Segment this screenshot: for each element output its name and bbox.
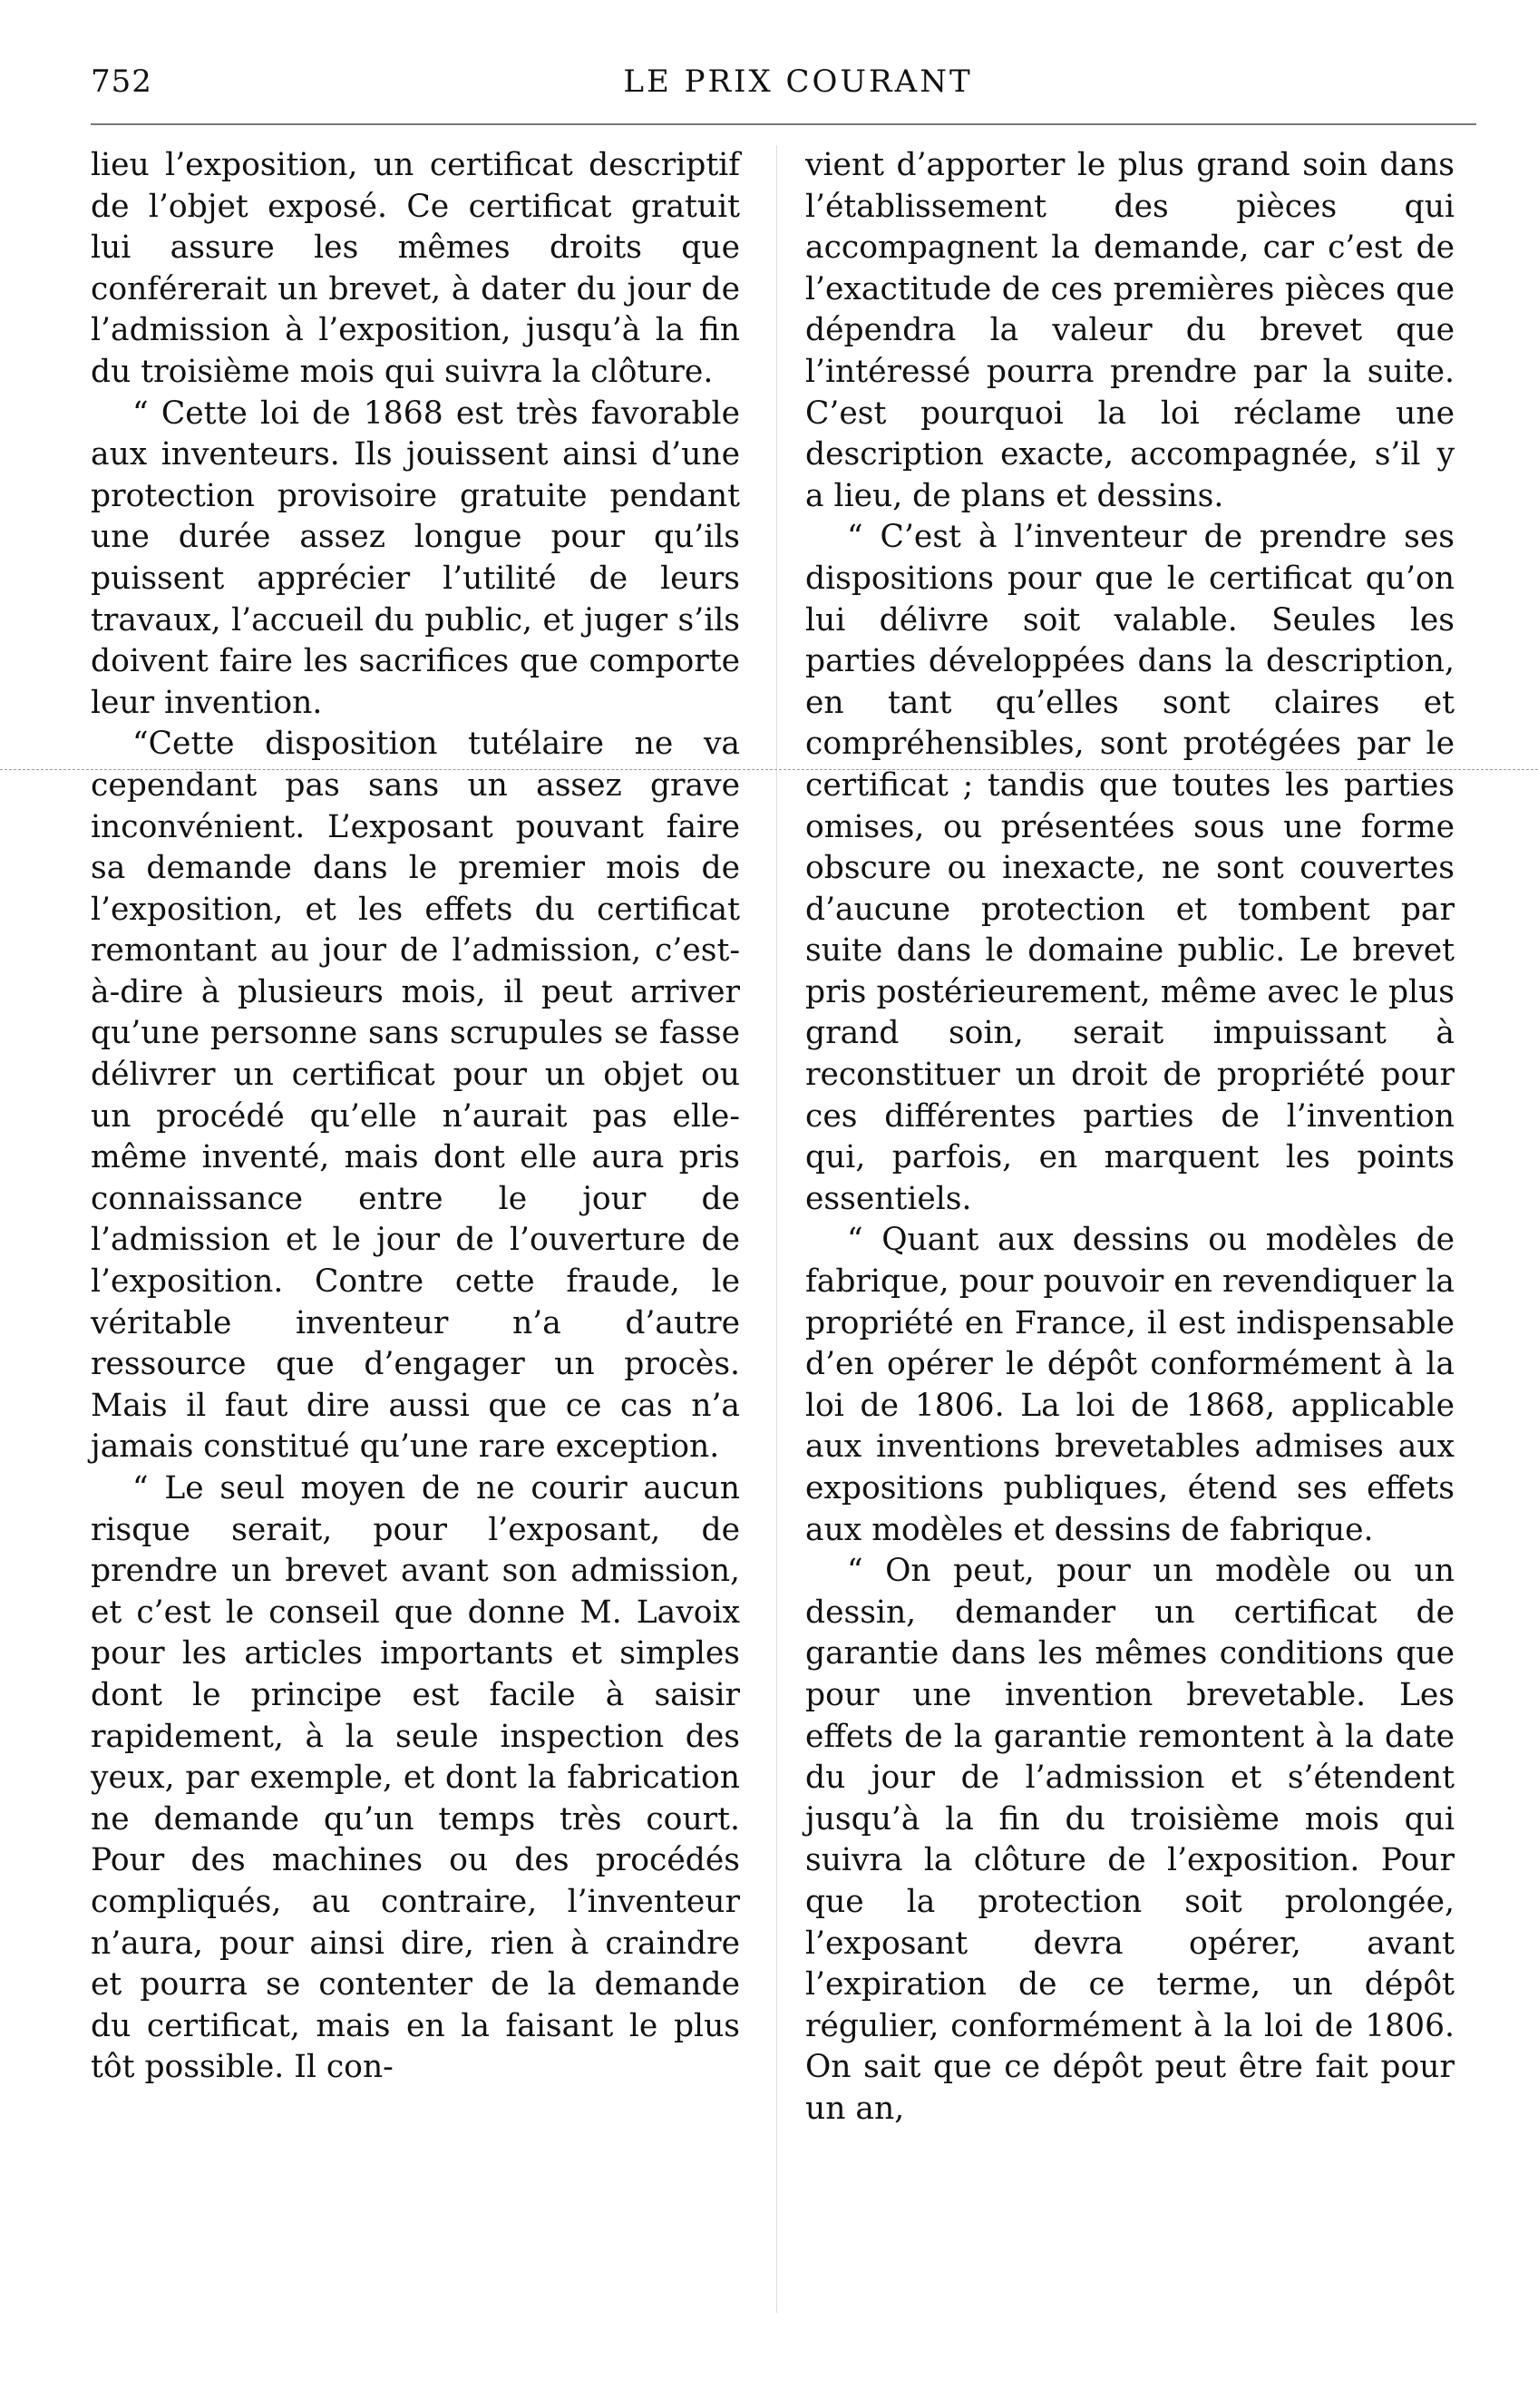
- paragraph: vient d’apporter le plus grand soin dans l’établissement des pièces qui accompagnent la demande, car c’est de l’exactitude de ces premières pièces que dépendra la valeur du brevet que l’intéressé pourra prendre par la suite. C’est pourquoi la loi réclame une description exacte, accompagnée, s’il y a lieu, de plans et dessins.: [805, 147, 1455, 514]
- paragraph: “ Le seul moyen de ne courir aucun risque serait, pour l’exposant, de prendre un brevet avant son admission, et c’est le conseil que donne M. Lavoix pour les articles importants et simples dont le principe est facile à saisir rapidement, à la seule inspection des yeux, par exemple, et dont la fabrication ne demande qu’un temps très court. Pour des machines ou des procédés compliqués, au contraire, l’inventeur n’aura, pour ainsi dire, rien à craindre et pourra se contenter de la demande du certificat, mais en la faisant le plus tôt possible. Il con-: [91, 1470, 740, 2086]
- column-divider: [776, 145, 777, 2313]
- left-column: [91, 145, 740, 2089]
- page-header: [91, 63, 1505, 111]
- paragraph: lieu l’exposition, un certificat descriptif de l’objet exposé. Ce certificat gratuit lui assure les mêmes droits que conférerait un brevet, à dater du jour de l’admission à l’exposition, jusqu’à la fin du troisième mois qui suivra la clôture.: [91, 147, 740, 390]
- paragraph: “Cette disposition tutélaire ne va cependant pas sans un assez grave inconvénient. L’exposant pouvant faire sa demande dans le premier mois de l’exposition, et les effets du certificat remontant au jour de l’admission, c’est-à-dire à plusieurs mois, il peut arriver qu’une personne sans scrupules se fasse délivrer un certificat pour un objet ou un procédé qu’elle n’aurait pas elle-même inventé, mais dont elle aura pris connaissance entre le jour de l’admission et le jour de l’ouverture de l’exposition. Contre cette fraude, le véritable inventeur n’a d’autre ressource que d’engager un procès. Mais il faut dire aussi que ce cas n’a jamais constitué qu’une rare exception.: [91, 726, 740, 1466]
- paragraph: “ Quant aux dessins ou modèles de fabrique, pour pouvoir en revendiquer la propriété en France, il est indispensable d’en opérer le dépôt conformément à la loi de 1806. La loi de 1868, applicable aux inventions brevetables admises aux expositions publiques, étend ses effets aux modèles et dessins de fabrique.: [805, 1222, 1455, 1548]
- running-title: LE PRIX COURANT: [623, 63, 973, 100]
- page-number: 752: [91, 63, 152, 100]
- paragraph: “ Cette loi de 1868 est très favorable aux inventeurs. Ils jouissent ainsi d’une protection provisoire gratuite pendant une durée assez longue pour qu’ils puissent apprécier l’utilité de leurs travaux, l’accueil du public, et juger s’ils doivent faire les sacrifices que comporte leur invention.: [91, 395, 740, 721]
- header-rule: [91, 123, 1476, 125]
- paragraph: “ On peut, pour un modèle ou un dessin, demander un certificat de garantie dans les mêmes conditions que pour une invention brevetable. Les effets de la garantie remontent à la date du jour de l’admission et s’étendent jusqu’à la fin du troisième mois qui suivra la clôture de l’exposition. Pour que la protection soit prolongée, l’exposant devra opérer, avant l’expiration de ce terme, un dépôt régulier, conformément à la loi de 1806. On sait que ce dépôt peut être fait pour un an,: [805, 1553, 1455, 2127]
- right-column: [805, 145, 1455, 2130]
- scan-artifact-line: [0, 769, 1538, 770]
- paragraph: “ C’est à l’inventeur de prendre ses dispositions pour que le certificat qu’on lui délivre soit valable. Seules les parties développées dans la description, en tant qu’elles sont claires et compréhensibles, sont protégées par le certificat ; tandis que toutes les parties omises, ou présentées sous une forme obscure ou inexacte, ne sont couvertes d’aucune protection et tombent par suite dans le domaine public. Le brevet pris postérieurement, même avec le plus grand soin, serait impuissant à reconstituer un droit de propriété pour ces différentes parties de l’invention qui, parfois, en marquent les points essentiels.: [805, 519, 1455, 1217]
